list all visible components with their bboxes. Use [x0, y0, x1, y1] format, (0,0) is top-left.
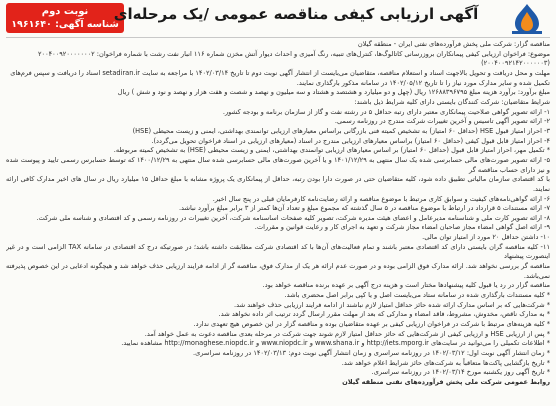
body-line: * شرکت‌هایی که بر اساس مدارک ارائه شده حائز حداقل امتیاز لازم نباشند از ادامه فرایند ارزیابی حذف خواهند شد. — [234, 300, 550, 309]
body-line: ۸- ارائه تصویر کارت ملی و شناسنامه مدیرعامل و اعضای هیئت مدیره شرکت، تصویر کلیه صفحات اساسنامه شرکت، آخرین تغییرات در روزنامه رسمی و کد اقتصادی و شناسه ملی شرکت. — [36, 213, 550, 222]
body-line: ۳- احراز امتیاز قبول HSE (حداقل ۶۰ امتیاز) به تشخیص کمیته فنی بازرگانی براساس معیارهای ارزیابی توانمندی بهداشتی، ایمنی و زیست محیطی (HSE) — [132, 126, 550, 135]
body-line: * زمان انتشار آگهی نوبت اول: ۱۴۰۲/۰۳/۱۲ در روزنامه سراسری و زمان انتشار آگهی نوبت دوم: ۱۴۰۲/۰۳/۱۳ در روزنامه سراسری. — [193, 349, 550, 357]
body-line: ۹- ارائه اصل گواهی امضاء مجاز صاحبان امضاء مجاز شرکت و تعهد به اجرای کار و رعایت قوانین و مقررات. — [254, 223, 550, 232]
body-line: * تاریخ بازگشایی پاکت‌ها متعاقباً به شرکت‌های حائز شرایط اعلام خواهد شد. — [341, 358, 550, 367]
ad-header — [0, 0, 556, 38]
body-line: ۶- ارائه گواهی‌نامه‌های کیفیت و سوابق کاری مرتبط با موضوع مناقصه و ارائه رضایت‌نامه کارفرمایان قبلی در پنج سال اخیر. — [212, 194, 550, 203]
body-line: ۱۱- کلیه مناقصه گران بایستی دارای کد اقتصادی معتبر باشند و تمام فعالیت‌های آن‌ها با کد اقتصادی شرکت مطابقت داشته باشد؛ در صورتیکه درج کد اقتصادی در سامانه TAX الزامی است و در غیر اینصورت پیشنهاد — [6, 242, 550, 261]
body-line: ۱۰- داشتن حداقل ۲۰ مورد از امتیاز توان مالی. — [422, 233, 550, 242]
body-line: ۵- ارائه تصویر صورت‌های مالی حسابرسی شده یک سال منتهی به ۱۴۰۱/۱۲/۲۹ و یا آخرین صورت‌های مالی حسابرسی شده سال منتهی به ۱۴۰۰/۱۲/۲۹ که توسط حسابرس رسمی تایید و پیوست شده و نیز دارای حساب مناقصه گر — [6, 155, 550, 174]
ad-title: آگهی ارزیابی کیفی مناقصه عمومی /یک مرحله‌ای — [113, 5, 479, 23]
body-line: مبلغ برآورد: برآورد هزینه مبلغ ۱۲۶۸۸۳۹۶۷۹۵ ریال (چهل و دو میلیارد و هشتصد و هشتاد و سه میلیون و نهصد و شصت و هفت هزار و نهصد و نود و شش ) ریال — [117, 88, 550, 97]
body-line: شرایط متقاضیان: شرکت کنندگان بایستی دارای کلیه شرایط ذیل باشند: — [354, 97, 550, 106]
body-line: مناقصه گزار: شرکت ملی پخش فرآورده‌های نفتی ایران - منطقه گیلان — [357, 40, 550, 48]
body-line: * اطلاعات تکمیلی را می‌توانید در سایت‌های http://iets.mporg.ir و www.shana.ir و www.niopdc.ir و http://monaghese.niopdc.ir مشاهده نمایید. — [121, 339, 550, 348]
body-line: * پس از ارزیابی HSE و ارزیابی کیفی از شرکت‌هایی که حائز حداقل امتیاز لازم شوند جهت شرکت در مرحله بعدی مناقصه دعوت به عمل خواهد آمد. — [144, 329, 550, 338]
oil-company-emblem-icon — [506, 2, 548, 36]
body-line: * تاریخ آگهی روز یکشنبه مورخ ۱۴۰۲/۰۳/۱۴ در روزنامه سراسری. — [371, 368, 550, 377]
body-line: تکمیل شده و سایر مدارک مورد نیاز را تا تاریخ ۱۴۰۲/۰۵/۱۲ در سامانه مذکور بارگذاری نمایند. — [296, 78, 550, 87]
round-label: نوبت دوم — [41, 6, 89, 17]
ad-id-label: شناسه آگهی: ۱۹۶۱۶۴۰ — [11, 19, 119, 30]
body-line: * به مدارک ناقص، مخدوش، مشروط، فاقد امضاء و مدارکی که بعد از مهلت مقرر ارسال گردد ترتیب اثر داده نخواهد شد. — [218, 310, 550, 319]
signature-line: روابط عمومی شرکت ملی پخش فرآورده‌های نفتی منطقه گیلان — [342, 377, 550, 386]
body-line: * کلیه هزینه‌های مرتبط با شرکت در فراخوان ارزیابی کیفی بر عهده متقاضیان بوده و مناقصه گزار در این خصوص هیچ تعهدی ندارد. — [193, 320, 550, 329]
body-line: ۷- ارائه مستندات ۵ قرارداد در ارتباط با موضوع مناقصه در ۵ سال گذشته که مجموع مبلغ و تعداد آن‌ها کمتر از ۳ برابر مبلغ برآورد نباشد. — [178, 204, 550, 213]
body-line: (۲۰۰۴۰۰۹۲۱۴۲۰۰۰۰۰۰۳) — [481, 59, 550, 68]
body-line: مهلت و محل دریافت و تحویل بالاجهت اسناد و استعلام مناقصه، متقاضیان می‌بایست از انتشار آگهی نوبت دوم تا تاریخ ۱۴۰۲/۰۳/۱۴ با مراجعه به سایت setadiran.ir اسناد را دریافت و سپس فرم‌های — [10, 68, 550, 77]
body-line: با کد اقتصادی سازمان مالیاتی تطبیق داده شود، کلیه متقاضیان حتی در صورت دارا بودن رتبه، حداقل از پیمانکاری یک پروژه مشابه با مبلغ حداقل ۱۵ میلیارد ریال در سال های اخیر مدارک کافی ارائه نمایند. — [6, 175, 550, 193]
body-line: ۱- ارائه تصویر گواهی صلاحیت پیمانکاری معتبر دارای رتبه حداقل ۵ در رشته نفت و گاز از سازمان برنامه و بودجه کشور. — [222, 107, 550, 116]
header-divider — [6, 37, 550, 38]
body-line: مناقصه گر بررسی نخواهد شد. ارائه مدارک فوق الزامی بوده و در صورت عدم ارائه هر یک از مدارک فوق، مناقصه گر از ادامه فرایند ارزیابی حذف خواهد شد و هیچگونه ادعایی در این خصوص پذیرفته نمی‌باشد. — [6, 262, 550, 280]
body-line: مناقصه گزار در رد یا قبول کلیه پیشنهادها مختار است و هزینه درج آگهی بر عهده برنده مناقصه خواهد بود. — [262, 281, 550, 290]
body-line: ۲- ارائه تصویر آگهی تاسیس و آخرین تغییرات شرکت مندرج در روزنامه رسمی. — [334, 117, 550, 126]
body-line: ۴- احراز امتیاز قابل قبول کیفی (حداقل ۶۰ امتیاز) براساس معیارهای ارزیابی مندرج در اسناد (معیارهای ارزیابی در اسناد فراخوان تحویل می‌گردد). — [151, 136, 550, 145]
ad-body — [6, 40, 550, 404]
body-line: * تکمیل مهر، احراز امتیاز قابل قبول (حداقل ۶۰ امتیاز) بر اساس معیارهای ارزیابی توانمندی بهداشتی، ایمنی و زیست محیطی (HSE) به تشخیص کمیته مربوطه. — [113, 146, 550, 155]
body-line: * کلیه مستندات بارگذاری شده در سامانه ستاد می‌بایست اصل و یا کپی برابر اصل محضری باشد. — [284, 291, 550, 300]
body-line: موضوع: فراخوان ارزیابی کیفی پیمانکاران بروزرسانی کاتالوگ‌ها، کنترل‌های تنبیه، رنگ آمیزی و احداث دیوار آتش مخزن شماره ۱۱۶ انبار نفت رشت با شماره فراخوان: ۲۰۰۴۰۰۹۲۰۰۰۰۰۰۰۲ — [38, 49, 550, 58]
